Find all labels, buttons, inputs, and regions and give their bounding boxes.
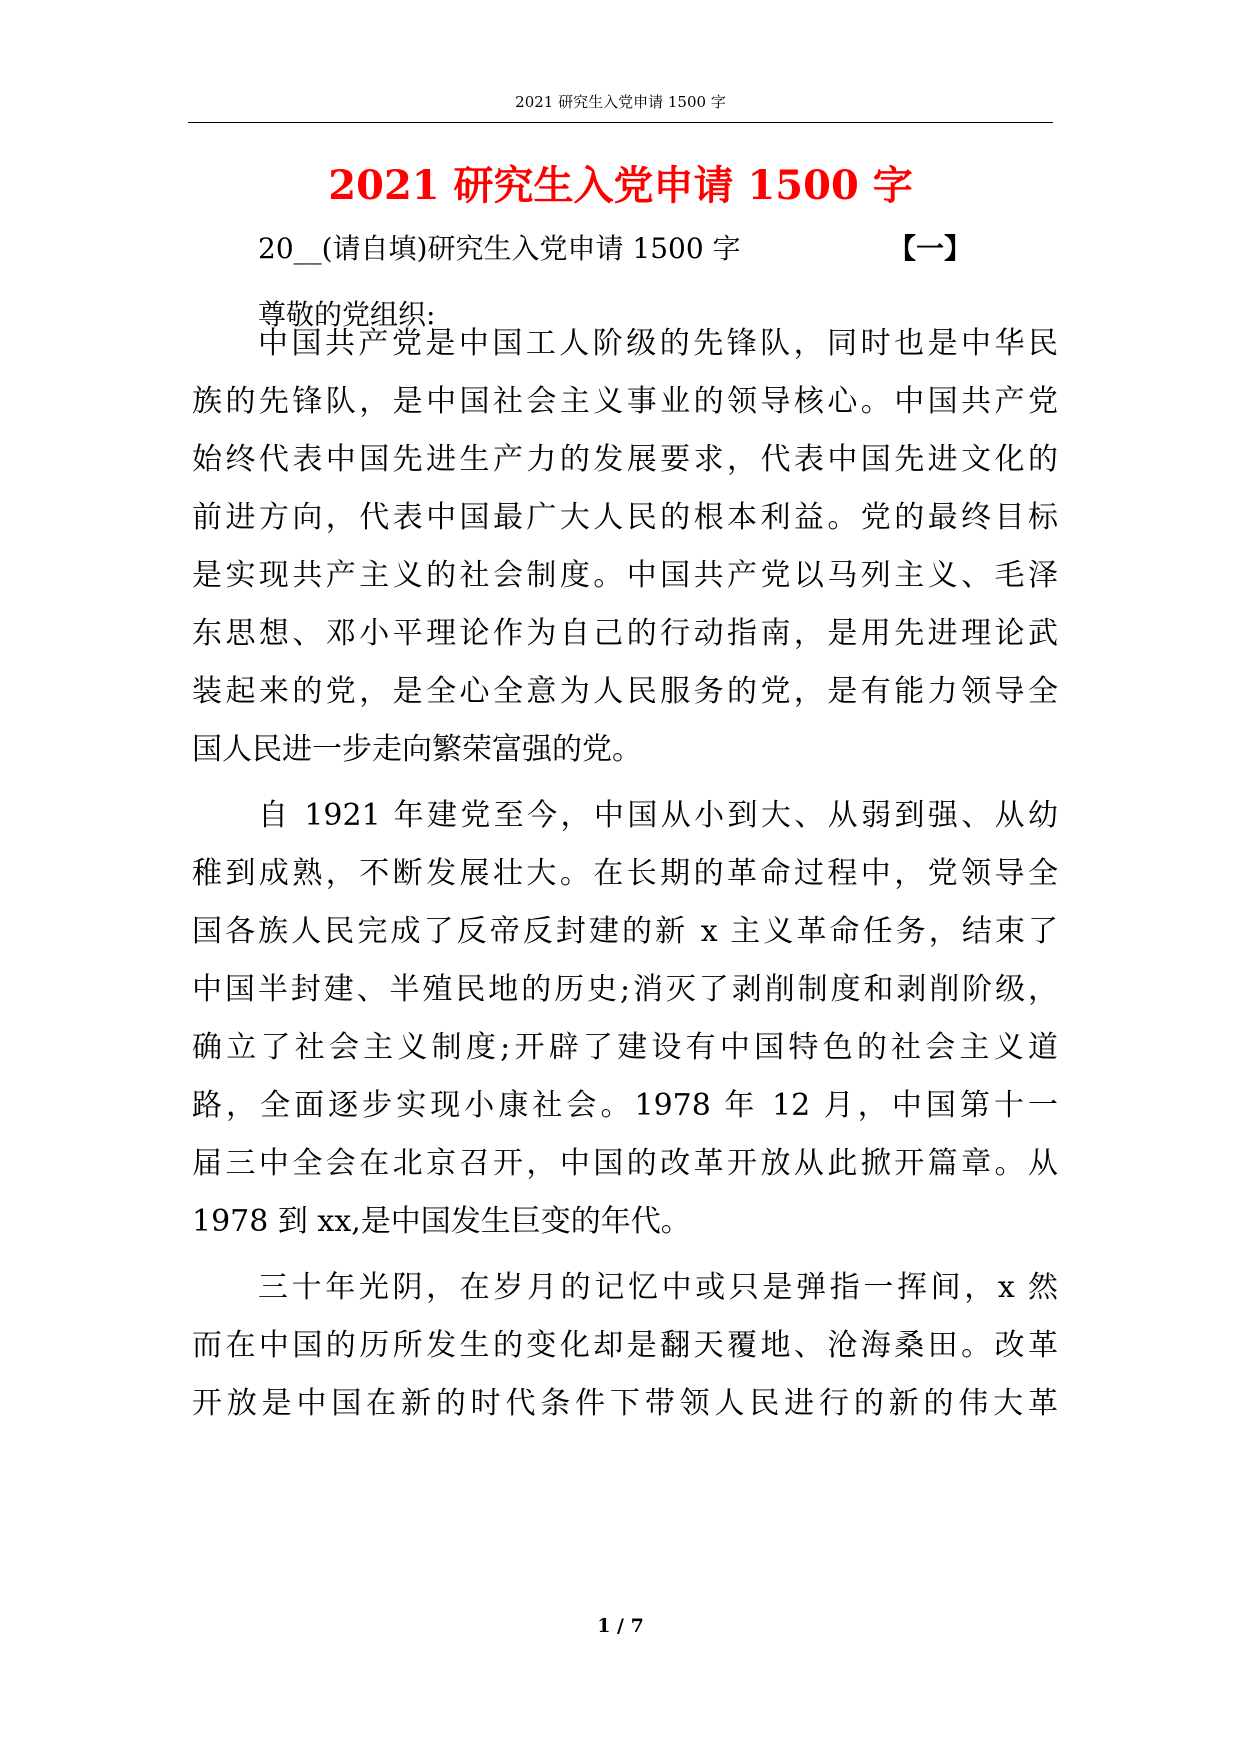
paragraph-1-line-4: 前进方向，代表中国最广大人民的根本利益。党的最终目标 bbox=[192, 500, 1058, 535]
paragraph-1-line-8: 国人民进一步走向繁荣富强的党。 bbox=[192, 732, 642, 767]
paragraph-2-line-8: 1978 到 xx,是中国发生巨变的年代。 bbox=[192, 1204, 691, 1239]
paragraph-1-line-5: 是实现共产主义的社会制度。中国共产党以马列主义、毛泽 bbox=[192, 558, 1058, 593]
paragraph-2-line-4: 中国半封建、半殖民地的历史;消灭了剥削制度和剥削阶级， bbox=[192, 972, 1058, 1007]
document-title: 2021 研究生入党申请 1500 字 bbox=[328, 162, 913, 209]
paragraph-2-line-1: 自 1921 年建党至今，中国从小到大、从弱到强、从幼 bbox=[258, 798, 1058, 833]
header-rule bbox=[188, 122, 1053, 123]
paragraph-2-line-6: 路，全面逐步实现小康社会。1978 年 12 月，中国第十一 bbox=[192, 1088, 1058, 1123]
paragraph-3-line-2: 而在中国的历所发生的变化却是翻天覆地、沧海桑田。改革 bbox=[192, 1328, 1058, 1363]
paragraph-2-line-3: 国各族人民完成了反帝反封建的新 x 主义革命任务，结束了 bbox=[192, 914, 1058, 949]
paragraph-1-line-1: 中国共产党是中国工人阶级的先锋队，同时也是中华民 bbox=[258, 326, 1058, 361]
running-header: 2021 研究生入党申请 1500 字 bbox=[515, 93, 726, 111]
paragraph-1-line-6: 东思想、邓小平理论作为自己的行动指南，是用先进理论武 bbox=[192, 616, 1058, 651]
paragraph-3-line-3: 开放是中国在新的时代条件下带领人民进行的新的伟大革 bbox=[192, 1386, 1058, 1421]
document-subtitle bbox=[258, 229, 1018, 269]
page-number: 1 / 7 bbox=[597, 1615, 644, 1637]
paragraph-2-line-7: 届三中全会在北京召开，中国的改革开放从此掀开篇章。从 bbox=[192, 1146, 1058, 1181]
subtitle-marker: 【一】 bbox=[888, 232, 973, 265]
paragraph-2-line-5: 确立了社会主义制度;开辟了建设有中国特色的社会主义道 bbox=[192, 1030, 1058, 1065]
paragraph-2-line-2: 稚到成熟，不断发展壮大。在长期的革命过程中，党领导全 bbox=[192, 856, 1058, 891]
paragraph-1-line-3: 始终代表中国先进生产力的发展要求，代表中国先进文化的 bbox=[192, 442, 1058, 477]
paragraph-1-line-7: 装起来的党，是全心全意为人民服务的党，是有能力领导全 bbox=[192, 674, 1058, 709]
salutation: 尊敬的党组织: bbox=[258, 298, 436, 331]
paragraph-3-line-1: 三十年光阴，在岁月的记忆中或只是弹指一挥间，x 然 bbox=[258, 1270, 1058, 1305]
paragraph-1-line-2: 族的先锋队，是中国社会主义事业的领导核心。中国共产党 bbox=[192, 384, 1058, 419]
subtitle-text: 20__(请自填)研究生入党申请 1500 字 bbox=[258, 232, 741, 265]
